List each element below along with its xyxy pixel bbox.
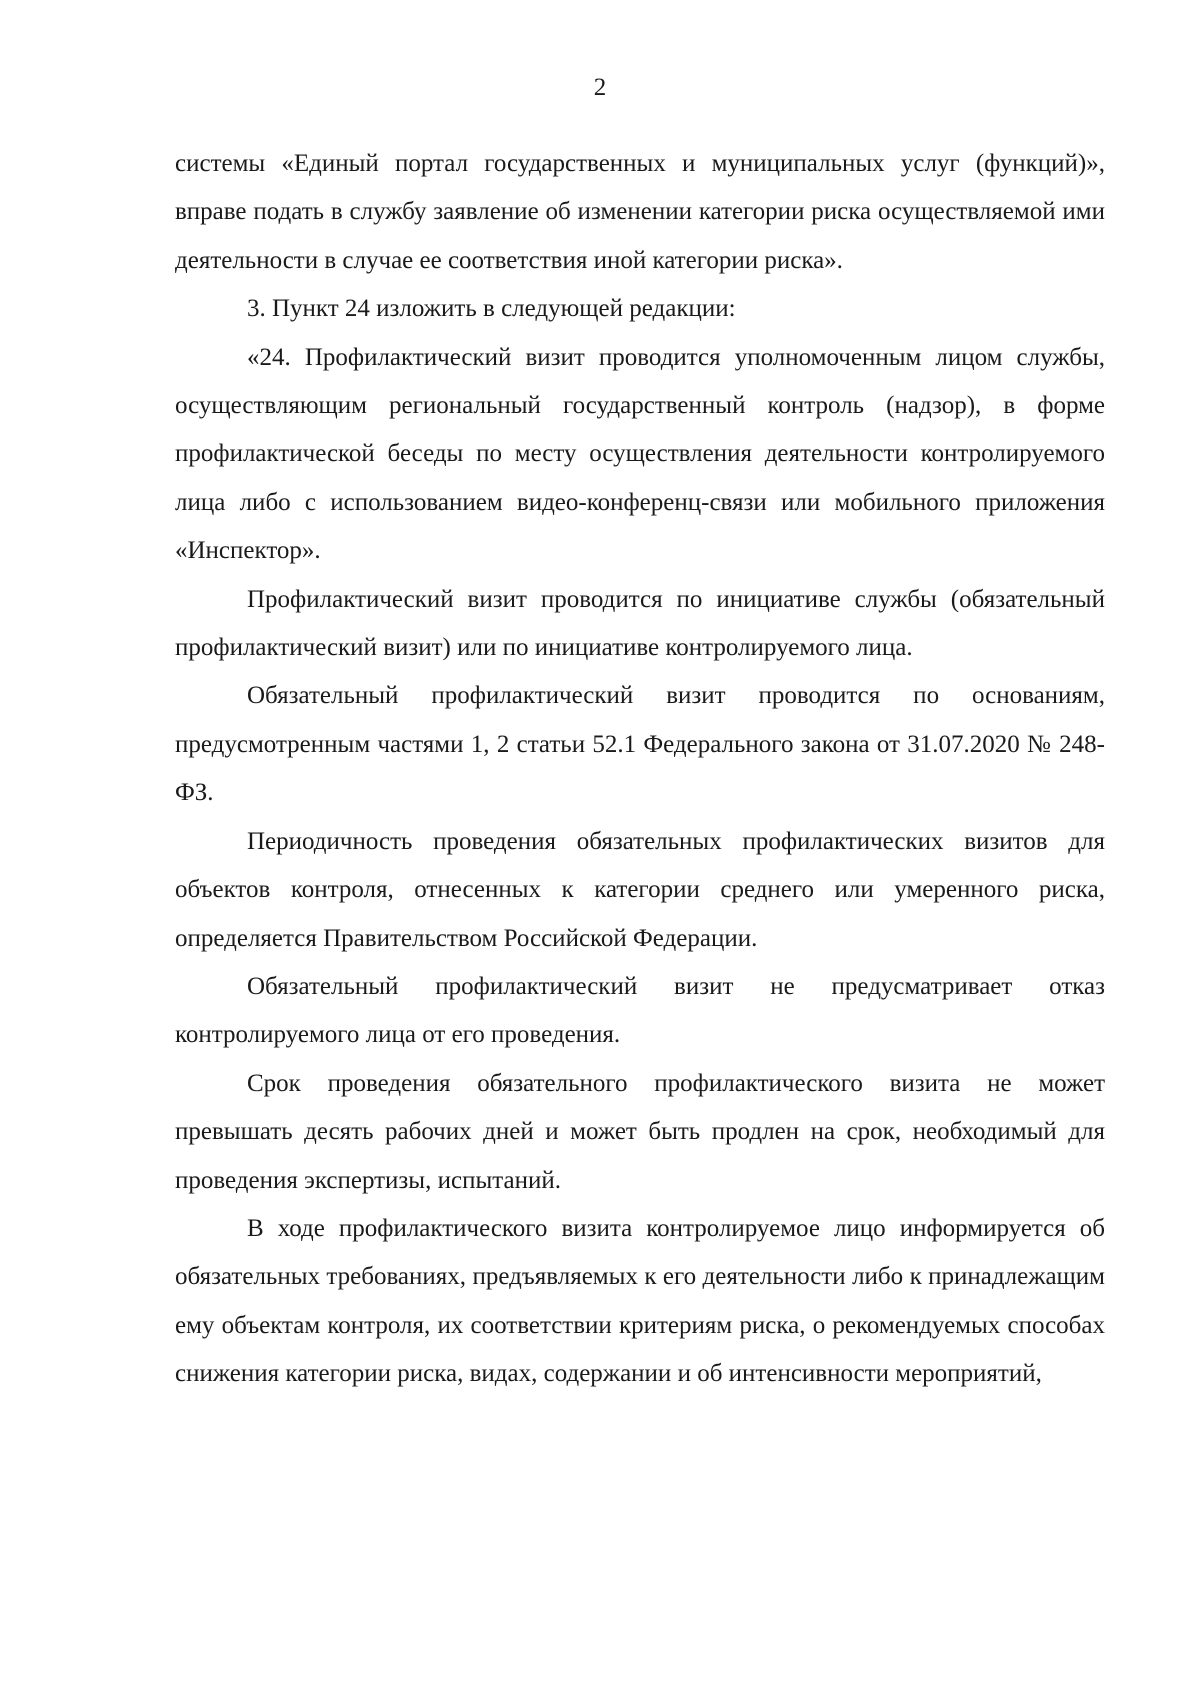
paragraph-mandatory-grounds: Обязательный профилактический визит проводится по основаниям, предусмотренным частями 1, 2 статьи 52.1 Федерального закона от 31.07.2020 № 248-ФЗ. [175, 682, 1105, 807]
paragraph-clause-24: «24. Профилактический визит проводится уполномоченным лицом службы, осуществляющим региональный государственный контроль (надзор), в форме профилактической беседы по месту осуществления деятельности контролируемого лица либо с использованием видео-конференц-связи или мобильного приложения «Инспектор». [175, 343, 1105, 565]
paragraph-informing: В ходе профилактического визита контролируемое лицо информируется об обязательных требованиях, предъявляемых к его деятельности либо к принадлежащим ему объектам контроля, их соответствии критериям риска, о рекомендуемых способах снижения категории риска, видах, содержании и об интенсивности мероприятий, [175, 1214, 1105, 1388]
paragraph-duration: Срок проведения обязательного профилактического визита не может превышать десять рабочих дней и может быть продлен на срок, необходимый для проведения экспертизы, испытаний. [175, 1069, 1105, 1194]
paragraph-periodicity: Периодичность проведения обязательных профилактических визитов для объектов контроля, отнесенных к категории среднего или умеренного риска, определяется Правительством Российской Федерации. [175, 827, 1105, 952]
paragraph-continuation: системы «Единый портал государственных и муниципальных услуг (функций)», вправе подать в службу заявление об изменении категории риска осуществляемой ими деятельности в случае ее соответствия иной категории риска». [175, 150, 1105, 274]
paragraph-no-refusal: Обязательный профилактический визит не предусматривает отказ контролируемого лица от его проведения. [175, 972, 1105, 1049]
page-number: 2 [593, 74, 607, 101]
paragraph-visit-initiative: Профилактический визит проводится по инициативе службы (обязательный профилактический визит) или по инициативе контролируемого лица. [175, 585, 1105, 662]
document-body [175, 140, 1105, 1399]
paragraph-item-3: 3. Пункт 24 изложить в следующей редакции: [247, 295, 736, 323]
